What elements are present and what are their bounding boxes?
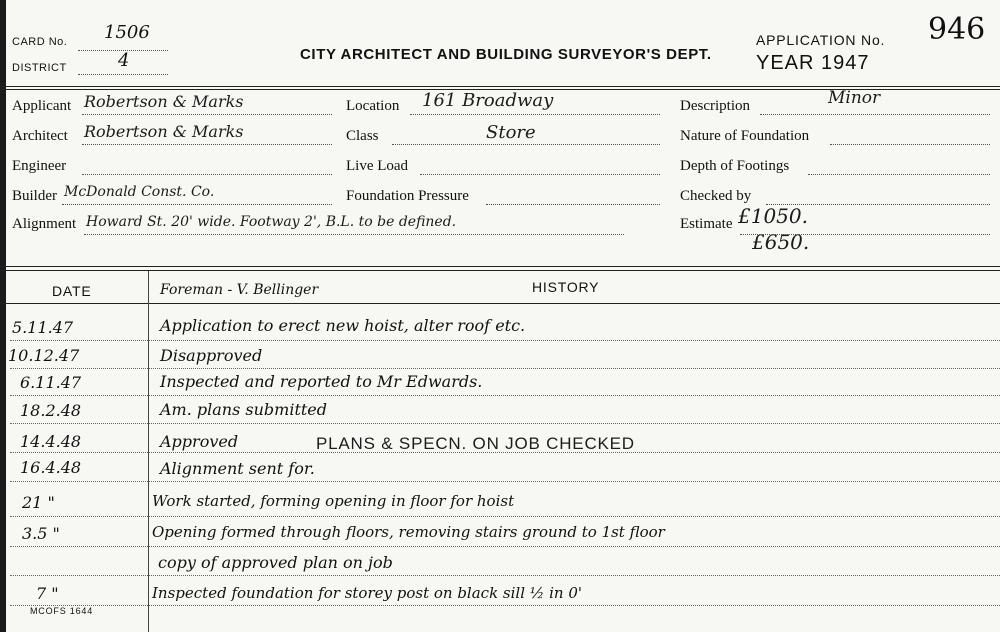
- application-number-label: APPLICATION No.: [756, 32, 886, 48]
- foundation-pressure-line: [486, 204, 660, 205]
- date-column-header: DATE: [52, 283, 92, 299]
- history-entry: Am. plans submitted: [160, 400, 328, 419]
- alignment-value: Howard St. 20' wide. Footway 2', B.L. to be defined.: [86, 214, 457, 230]
- engineer-line: [82, 174, 332, 175]
- history-entry: Inspected and reported to Mr Edwards.: [160, 372, 483, 391]
- history-date: 6.11.47: [20, 373, 82, 392]
- alignment-label: Alignment: [12, 216, 77, 232]
- foreman-note: Foreman - V. Bellinger: [160, 282, 319, 298]
- class-value: Store: [486, 122, 536, 143]
- history-entry: Disapproved: [160, 346, 263, 365]
- class-line: [392, 144, 660, 145]
- class-label: Class: [346, 128, 379, 144]
- history-date: 14.4.48: [20, 432, 82, 451]
- history-date: 21 ": [22, 493, 55, 512]
- history-entry: Alignment sent for.: [160, 459, 315, 478]
- row-line-3: [10, 395, 1000, 396]
- district-label: DISTRICT: [12, 62, 67, 74]
- row-line-1: [10, 340, 1000, 341]
- district-line: [78, 74, 168, 75]
- applicant-line: [82, 114, 332, 115]
- foundation-pressure-label: Foundation Pressure: [346, 188, 469, 204]
- history-date: 16.4.48: [20, 458, 82, 477]
- builder-label: Builder: [12, 188, 57, 204]
- plans-checked-stamp: PLANS & SPECN. ON JOB CHECKED: [316, 434, 635, 453]
- application-year: YEAR 1947: [756, 52, 870, 74]
- builder-line: [62, 204, 332, 205]
- department-title: CITY ARCHITECT AND BUILDING SURVEYOR'S DEPT.: [300, 46, 712, 63]
- history-date: 5.11.47: [12, 318, 74, 337]
- row-line-8: [10, 546, 1000, 547]
- history-entry: copy of approved plan on job: [158, 553, 393, 572]
- fields-divider: [0, 266, 1000, 267]
- estimate-value-1: £1050.: [738, 204, 808, 228]
- table-header-line: [0, 303, 1000, 304]
- depth-of-footings-label: Depth of Footings: [680, 158, 790, 174]
- checked-by-label: Checked by: [680, 188, 752, 204]
- engineer-label: Engineer: [12, 158, 67, 174]
- nature-line: [830, 144, 990, 145]
- estimate-value-2: £650.: [752, 230, 810, 254]
- history-date: 7 ": [36, 584, 59, 603]
- description-label: Description: [680, 98, 750, 114]
- description-line: [760, 114, 990, 115]
- header-divider: [0, 86, 1000, 87]
- row-line-10: [10, 605, 1000, 606]
- history-entry: Approved: [160, 432, 239, 451]
- fields-divider-2: [0, 270, 1000, 271]
- location-line: [410, 114, 660, 115]
- form-code: MCOFS 1644: [30, 606, 94, 616]
- location-value: 161 Broadway: [422, 90, 554, 111]
- row-line-4: [10, 423, 1000, 424]
- live-load-line: [420, 174, 660, 175]
- location-label: Location: [346, 98, 400, 114]
- depth-line: [808, 174, 990, 175]
- alignment-line: [84, 234, 624, 235]
- nature-of-foundation-label: Nature of Foundation: [680, 128, 810, 144]
- history-column-header: HISTORY: [532, 279, 600, 295]
- row-line-2: [10, 368, 1000, 369]
- history-date: 10.12.47: [8, 346, 80, 365]
- history-date: 18.2.48: [20, 401, 82, 420]
- estimate-line: [740, 234, 990, 235]
- history-entry: Application to erect new hoist, alter roof etc.: [160, 316, 526, 335]
- applicant-value: Robertson & Marks: [84, 92, 244, 111]
- history-date: 3.5 ": [22, 524, 60, 543]
- row-line-7: [10, 516, 1000, 517]
- row-line-6: [10, 481, 1000, 482]
- history-entry: Inspected foundation for storey post on black sill ½ in 0': [152, 584, 582, 602]
- row-line-9: [10, 575, 1000, 576]
- architect-line: [82, 144, 332, 145]
- applicant-label: Applicant: [12, 98, 72, 114]
- district-value: 4: [118, 50, 130, 71]
- card-number-label: CARD No.: [12, 36, 68, 48]
- application-number: 946: [928, 12, 986, 47]
- architect-value: Robertson & Marks: [84, 122, 244, 141]
- live-load-label: Live Load: [346, 158, 409, 174]
- history-entry: Work started, forming opening in floor for hoist: [152, 492, 515, 510]
- card-number-value: 1506: [104, 22, 150, 43]
- architect-label: Architect: [12, 128, 68, 144]
- estimate-label: Estimate: [680, 216, 733, 232]
- builder-value: McDonald Const. Co.: [64, 184, 215, 200]
- history-entry: Opening formed through floors, removing stairs ground to 1st floor: [152, 523, 665, 541]
- description-value: Minor: [828, 88, 881, 108]
